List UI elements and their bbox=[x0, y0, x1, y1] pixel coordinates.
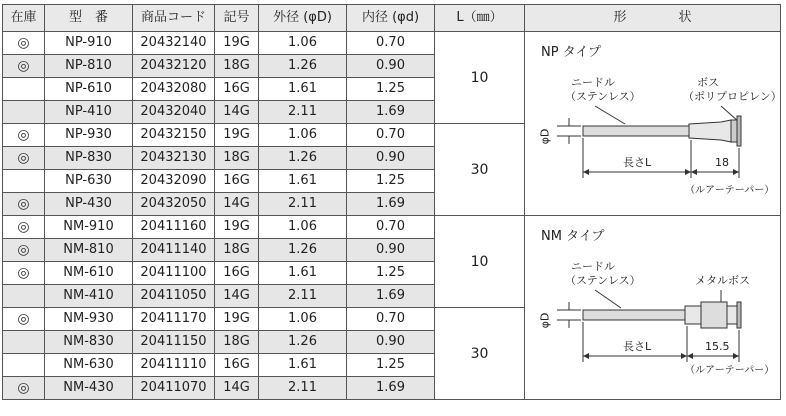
outer-diameter-cell: 1.26 bbox=[259, 55, 347, 78]
code-cell: 20432050 bbox=[133, 193, 215, 216]
model-cell: NP-810 bbox=[45, 55, 133, 78]
gauge-cell: 18G bbox=[215, 331, 259, 354]
np-needle-material-label: （ステンレス） bbox=[565, 90, 641, 103]
needle-spec-table bbox=[2, 4, 781, 400]
nm-taper-label: （ルアーテーパー） bbox=[685, 365, 775, 376]
outer-diameter-cell: 2.11 bbox=[259, 285, 347, 308]
code-cell: 20411150 bbox=[133, 331, 215, 354]
table-row bbox=[3, 216, 781, 239]
nm-needle-material-label: （ステンレス） bbox=[565, 274, 641, 287]
code-cell: 20432130 bbox=[133, 147, 215, 170]
code-cell: 20432140 bbox=[133, 32, 215, 55]
code-cell: 20432150 bbox=[133, 124, 215, 147]
code-cell: 20432090 bbox=[133, 170, 215, 193]
gauge-cell: 19G bbox=[215, 124, 259, 147]
gauge-cell: 19G bbox=[215, 32, 259, 55]
stock-cell bbox=[3, 78, 45, 101]
nm-type-diagram bbox=[525, 216, 780, 396]
inner-diameter-cell: 1.25 bbox=[347, 262, 435, 285]
gauge-cell: 19G bbox=[215, 308, 259, 331]
stock-cell: ◎ bbox=[3, 308, 45, 331]
gauge-cell: 16G bbox=[215, 354, 259, 377]
nm-boss-label: メタルボス bbox=[695, 274, 750, 287]
inner-diameter-cell: 0.70 bbox=[347, 124, 435, 147]
header-model: 型 番 bbox=[45, 5, 133, 32]
inner-diameter-cell: 0.70 bbox=[347, 216, 435, 239]
code-cell: 20411170 bbox=[133, 308, 215, 331]
header-inner-diameter: 内径 (φd) bbox=[347, 5, 435, 32]
code-cell: 20411160 bbox=[133, 216, 215, 239]
code-cell: 20411050 bbox=[133, 285, 215, 308]
stock-cell bbox=[3, 101, 45, 124]
inner-diameter-cell: 0.70 bbox=[347, 308, 435, 331]
model-cell: NP-430 bbox=[45, 193, 133, 216]
gauge-cell: 14G bbox=[215, 377, 259, 400]
inner-diameter-cell: 1.69 bbox=[347, 377, 435, 400]
np-needle-drawing bbox=[525, 32, 781, 212]
model-cell: NM-830 bbox=[45, 331, 133, 354]
code-cell: 20432120 bbox=[133, 55, 215, 78]
np-taper-label: （ルアーテーパー） bbox=[685, 185, 775, 196]
outer-diameter-cell: 2.11 bbox=[259, 101, 347, 124]
stock-cell: ◎ bbox=[3, 262, 45, 285]
outer-diameter-cell: 1.06 bbox=[259, 216, 347, 239]
gauge-cell: 16G bbox=[215, 262, 259, 285]
gauge-cell: 18G bbox=[215, 55, 259, 78]
np-length-label: 長さL bbox=[623, 156, 652, 169]
stock-cell bbox=[3, 354, 45, 377]
model-cell: NM-610 bbox=[45, 262, 133, 285]
table-body bbox=[3, 32, 781, 400]
length-cell: 30 bbox=[435, 124, 525, 216]
code-cell: 20411100 bbox=[133, 262, 215, 285]
outer-diameter-cell: 1.61 bbox=[259, 170, 347, 193]
stock-cell: ◎ bbox=[3, 55, 45, 78]
stock-cell: ◎ bbox=[3, 193, 45, 216]
header-shape: 形 状 bbox=[525, 5, 781, 32]
inner-diameter-cell: 0.90 bbox=[347, 239, 435, 262]
inner-diameter-cell: 1.69 bbox=[347, 285, 435, 308]
inner-diameter-cell: 1.25 bbox=[347, 170, 435, 193]
stock-cell: ◎ bbox=[3, 124, 45, 147]
length-cell: 10 bbox=[435, 32, 525, 124]
stock-cell: ◎ bbox=[3, 32, 45, 55]
length-cell: 10 bbox=[435, 216, 525, 308]
outer-diameter-cell: 1.61 bbox=[259, 78, 347, 101]
np-shape-cell bbox=[525, 32, 781, 216]
header-gauge: 記号 bbox=[215, 5, 259, 32]
nm-boss-length-label: 15.5 bbox=[705, 340, 730, 353]
np-boss-material-label: （ポリプロピレン） bbox=[683, 90, 782, 103]
model-cell: NP-910 bbox=[45, 32, 133, 55]
code-cell: 20411140 bbox=[133, 239, 215, 262]
model-cell: NM-430 bbox=[45, 377, 133, 400]
model-cell: NM-930 bbox=[45, 308, 133, 331]
table-row bbox=[3, 32, 781, 55]
header-outer-diameter: 外径 (φD) bbox=[259, 5, 347, 32]
outer-diameter-cell: 1.26 bbox=[259, 331, 347, 354]
nm-shape-cell bbox=[525, 216, 781, 400]
inner-diameter-cell: 0.90 bbox=[347, 331, 435, 354]
inner-diameter-cell: 1.25 bbox=[347, 78, 435, 101]
inner-diameter-cell: 1.69 bbox=[347, 193, 435, 216]
gauge-cell: 19G bbox=[215, 216, 259, 239]
header-length: L（㎜） bbox=[435, 5, 525, 32]
nm-length-label: 長さL bbox=[623, 340, 652, 353]
code-cell: 20411110 bbox=[133, 354, 215, 377]
gauge-cell: 18G bbox=[215, 239, 259, 262]
model-cell: NP-830 bbox=[45, 147, 133, 170]
gauge-cell: 16G bbox=[215, 78, 259, 101]
outer-diameter-cell: 1.61 bbox=[259, 354, 347, 377]
nm-phi-d-label: φD bbox=[538, 312, 552, 329]
np-boss-length-label: 18 bbox=[715, 156, 729, 169]
model-cell: NM-410 bbox=[45, 285, 133, 308]
code-cell: 20411070 bbox=[133, 377, 215, 400]
inner-diameter-cell: 0.90 bbox=[347, 55, 435, 78]
inner-diameter-cell: 1.69 bbox=[347, 101, 435, 124]
gauge-cell: 16G bbox=[215, 170, 259, 193]
stock-cell bbox=[3, 170, 45, 193]
stock-cell: ◎ bbox=[3, 216, 45, 239]
model-cell: NP-930 bbox=[45, 124, 133, 147]
outer-diameter-cell: 1.26 bbox=[259, 147, 347, 170]
outer-diameter-cell: 1.61 bbox=[259, 262, 347, 285]
length-cell: 30 bbox=[435, 308, 525, 400]
inner-diameter-cell: 1.25 bbox=[347, 354, 435, 377]
outer-diameter-cell: 1.06 bbox=[259, 308, 347, 331]
code-cell: 20432040 bbox=[133, 101, 215, 124]
code-cell: 20432080 bbox=[133, 78, 215, 101]
gauge-cell: 14G bbox=[215, 285, 259, 308]
nm-type-title: NM タイプ bbox=[541, 229, 605, 244]
stock-cell: ◎ bbox=[3, 377, 45, 400]
np-phi-d-label: φD bbox=[538, 128, 552, 145]
model-cell: NM-810 bbox=[45, 239, 133, 262]
model-cell: NM-910 bbox=[45, 216, 133, 239]
table-header-row bbox=[3, 5, 781, 32]
model-cell: NP-610 bbox=[45, 78, 133, 101]
stock-cell bbox=[3, 285, 45, 308]
np-needle-label: ニードル bbox=[571, 76, 615, 89]
outer-diameter-cell: 1.06 bbox=[259, 32, 347, 55]
inner-diameter-cell: 0.90 bbox=[347, 147, 435, 170]
model-cell: NM-630 bbox=[45, 354, 133, 377]
header-stock: 在庫 bbox=[3, 5, 45, 32]
model-cell: NP-410 bbox=[45, 101, 133, 124]
gauge-cell: 14G bbox=[215, 193, 259, 216]
stock-cell bbox=[3, 331, 45, 354]
outer-diameter-cell: 2.11 bbox=[259, 377, 347, 400]
np-type-title: NP タイプ bbox=[541, 45, 602, 60]
np-boss-label: ボス bbox=[697, 76, 719, 89]
gauge-cell: 18G bbox=[215, 147, 259, 170]
inner-diameter-cell: 0.70 bbox=[347, 32, 435, 55]
model-cell: NP-630 bbox=[45, 170, 133, 193]
stock-cell: ◎ bbox=[3, 147, 45, 170]
nm-needle-drawing bbox=[525, 216, 781, 396]
nm-needle-label: ニードル bbox=[571, 260, 615, 273]
outer-diameter-cell: 2.11 bbox=[259, 193, 347, 216]
np-type-diagram bbox=[525, 32, 780, 212]
header-code: 商品コード bbox=[133, 5, 215, 32]
outer-diameter-cell: 1.26 bbox=[259, 239, 347, 262]
outer-diameter-cell: 1.06 bbox=[259, 124, 347, 147]
stock-cell: ◎ bbox=[3, 239, 45, 262]
gauge-cell: 14G bbox=[215, 101, 259, 124]
